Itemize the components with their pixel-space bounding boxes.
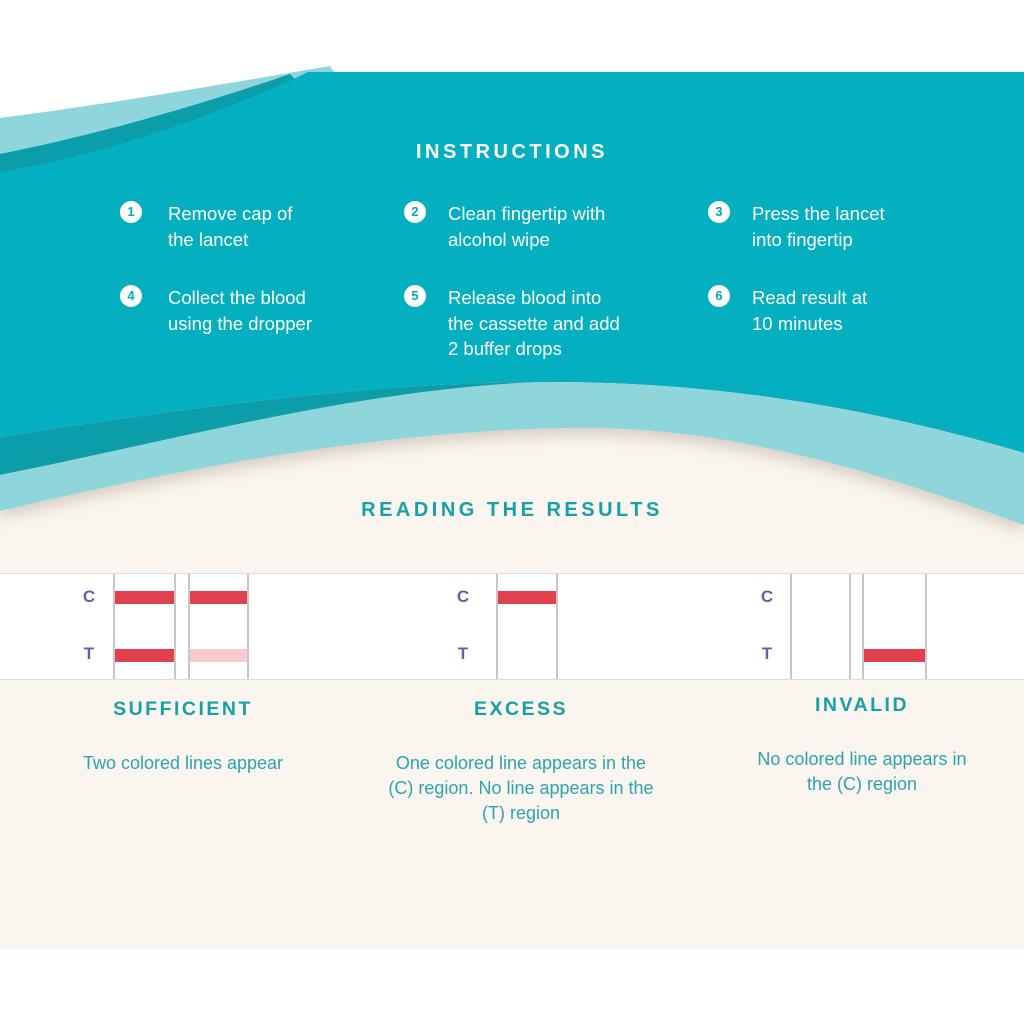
result-desc-line: the (C) region [806, 774, 918, 794]
result-heading-sufficient: SUFFICIENT [113, 698, 253, 720]
results-title: READING THE RESULTS [361, 499, 663, 521]
test-strip-sufficient-strong [113, 574, 176, 679]
test-strip-invalid-blank [790, 574, 851, 679]
step-1 [120, 201, 292, 252]
test-label-t: T [83, 644, 95, 663]
step-3-text-line: Press the lancet [752, 203, 885, 224]
step-2 [404, 201, 605, 252]
step-5-text-line: 2 buffer drops [448, 338, 562, 359]
test-label-t: T [761, 644, 773, 663]
step-4-number-badge: 4 [120, 285, 142, 307]
control-label-c: C [456, 587, 470, 606]
step-2-text-line: alcohol wipe [448, 228, 550, 250]
test-line-faint-pink [190, 649, 247, 662]
step-1-text-line: Remove cap of [168, 203, 293, 224]
step-4 [120, 285, 312, 336]
step-5-text-line: Release blood into [448, 287, 602, 308]
step-3-number-badge: 3 [708, 201, 730, 223]
result-heading-invalid: INVALID [814, 694, 910, 716]
instructions-title: INSTRUCTIONS [416, 141, 608, 163]
step-2-text-line: Clean fingertip with [448, 203, 606, 224]
control-label-c: C [760, 587, 774, 606]
result-desc-line: Two colored lines appear [82, 753, 284, 773]
result-invalid [709, 694, 1015, 797]
step-4-text-line: Collect the blood [168, 287, 306, 308]
step-6 [708, 285, 867, 336]
control-line-red [190, 591, 247, 604]
result-desc-line: No colored line appears in [757, 749, 967, 769]
control-label-c: C [82, 587, 96, 606]
step-3 [708, 201, 885, 252]
test-strip-invalid-t-only [862, 574, 927, 679]
step-4-text-line: using the dropper [168, 312, 312, 334]
step-6-text-line: Read result at [752, 287, 868, 308]
step-5-text-line: the cassette and add [448, 312, 620, 334]
test-line-red [115, 649, 174, 662]
step-5-number-badge: 5 [404, 285, 426, 307]
result-excess [368, 698, 674, 826]
control-line-red [115, 591, 174, 604]
result-desc-line: (T) region [481, 803, 561, 823]
test-strip-excess [496, 574, 558, 679]
step-1-text-line: the lancet [168, 228, 249, 250]
step-5 [404, 285, 620, 362]
step-6-text-line: 10 minutes [752, 312, 843, 334]
result-desc-line: One colored line appears in the [395, 753, 647, 773]
step-3-text-line: into fingertip [752, 228, 853, 250]
test-line-red [864, 649, 925, 662]
step-1-number-badge: 1 [120, 201, 142, 223]
result-desc-line: (C) region. No line appears in the [388, 778, 654, 798]
step-6-number-badge: 6 [708, 285, 730, 307]
strip-band [0, 573, 1024, 680]
result-heading-excess: EXCESS [473, 698, 569, 720]
control-line-red [498, 591, 556, 604]
result-sufficient [30, 698, 336, 776]
step-2-number-badge: 2 [404, 201, 426, 223]
test-strip-sufficient-faint [188, 574, 249, 679]
test-label-t: T [457, 644, 469, 663]
